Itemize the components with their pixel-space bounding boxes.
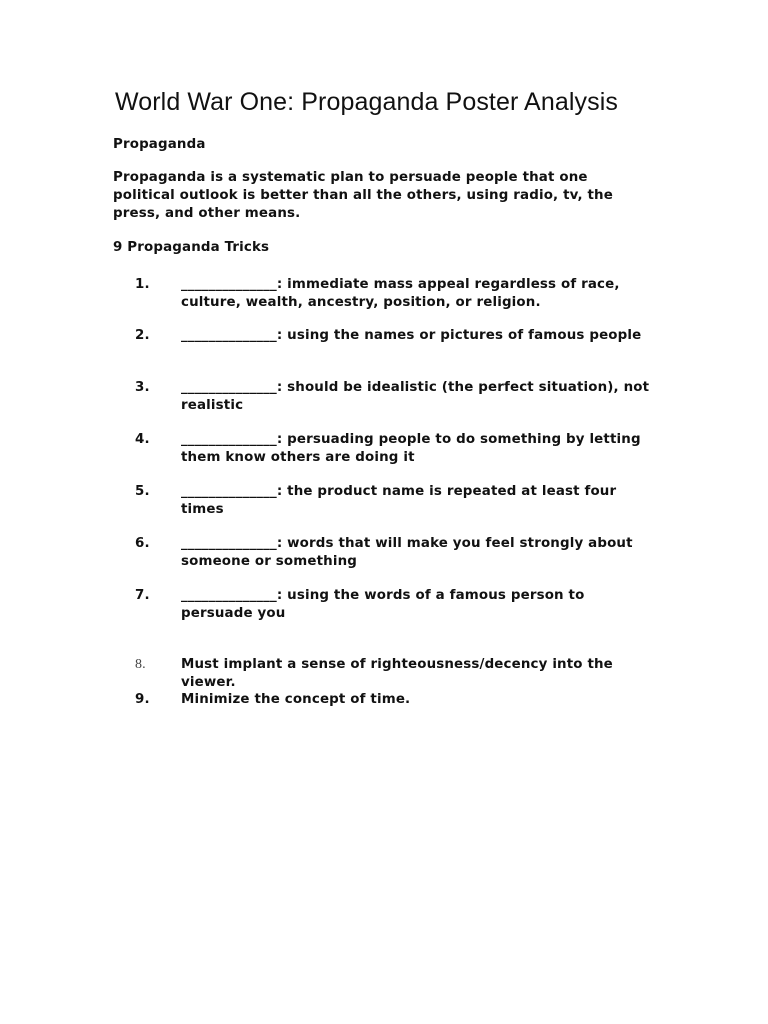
trick-text: ______________: immediate mass appeal regardless of race, culture, wealth, ancestry, position, or religion. [181,277,620,310]
trick-number: 6. [135,536,150,551]
trick-number: 4. [135,432,150,447]
trick-text: ______________: using the names or pictures of famous people [181,328,642,343]
trick-number: 3. [135,380,150,395]
trick-text: ______________: using the words of a famous person to persuade you [181,588,585,621]
trick-text: ______________: the product name is repeated at least four times [181,484,617,517]
trick-text: Must implant a sense of righteousness/decency into the viewer. [181,657,613,690]
trick-text: ______________: should be idealistic (the perfect situation), not realistic [181,380,650,413]
trick-number: 7. [135,588,150,603]
trick-text: Minimize the concept of time. [181,692,411,707]
trick-number: 5. [135,484,150,499]
trick-text: ______________: words that will make you feel strongly about someone or something [181,536,633,569]
trick-text: ______________: persuading people to do something by letting them know others are doing it [181,432,641,465]
trick-number: 2. [135,328,150,343]
propaganda-definition: Propaganda is a systematic plan to persuade people that one political outlook is better than all the others, using radio, tv, the press, and other means. [113,170,613,221]
trick-number: 1. [135,277,150,292]
page-title: World War One: Propaganda Poster Analysis [115,88,618,116]
tricks-heading: 9 Propaganda Tricks [113,240,270,255]
section-heading: Propaganda [113,137,206,152]
trick-number: 8. [135,657,146,672]
trick-number: 9. [135,692,150,707]
